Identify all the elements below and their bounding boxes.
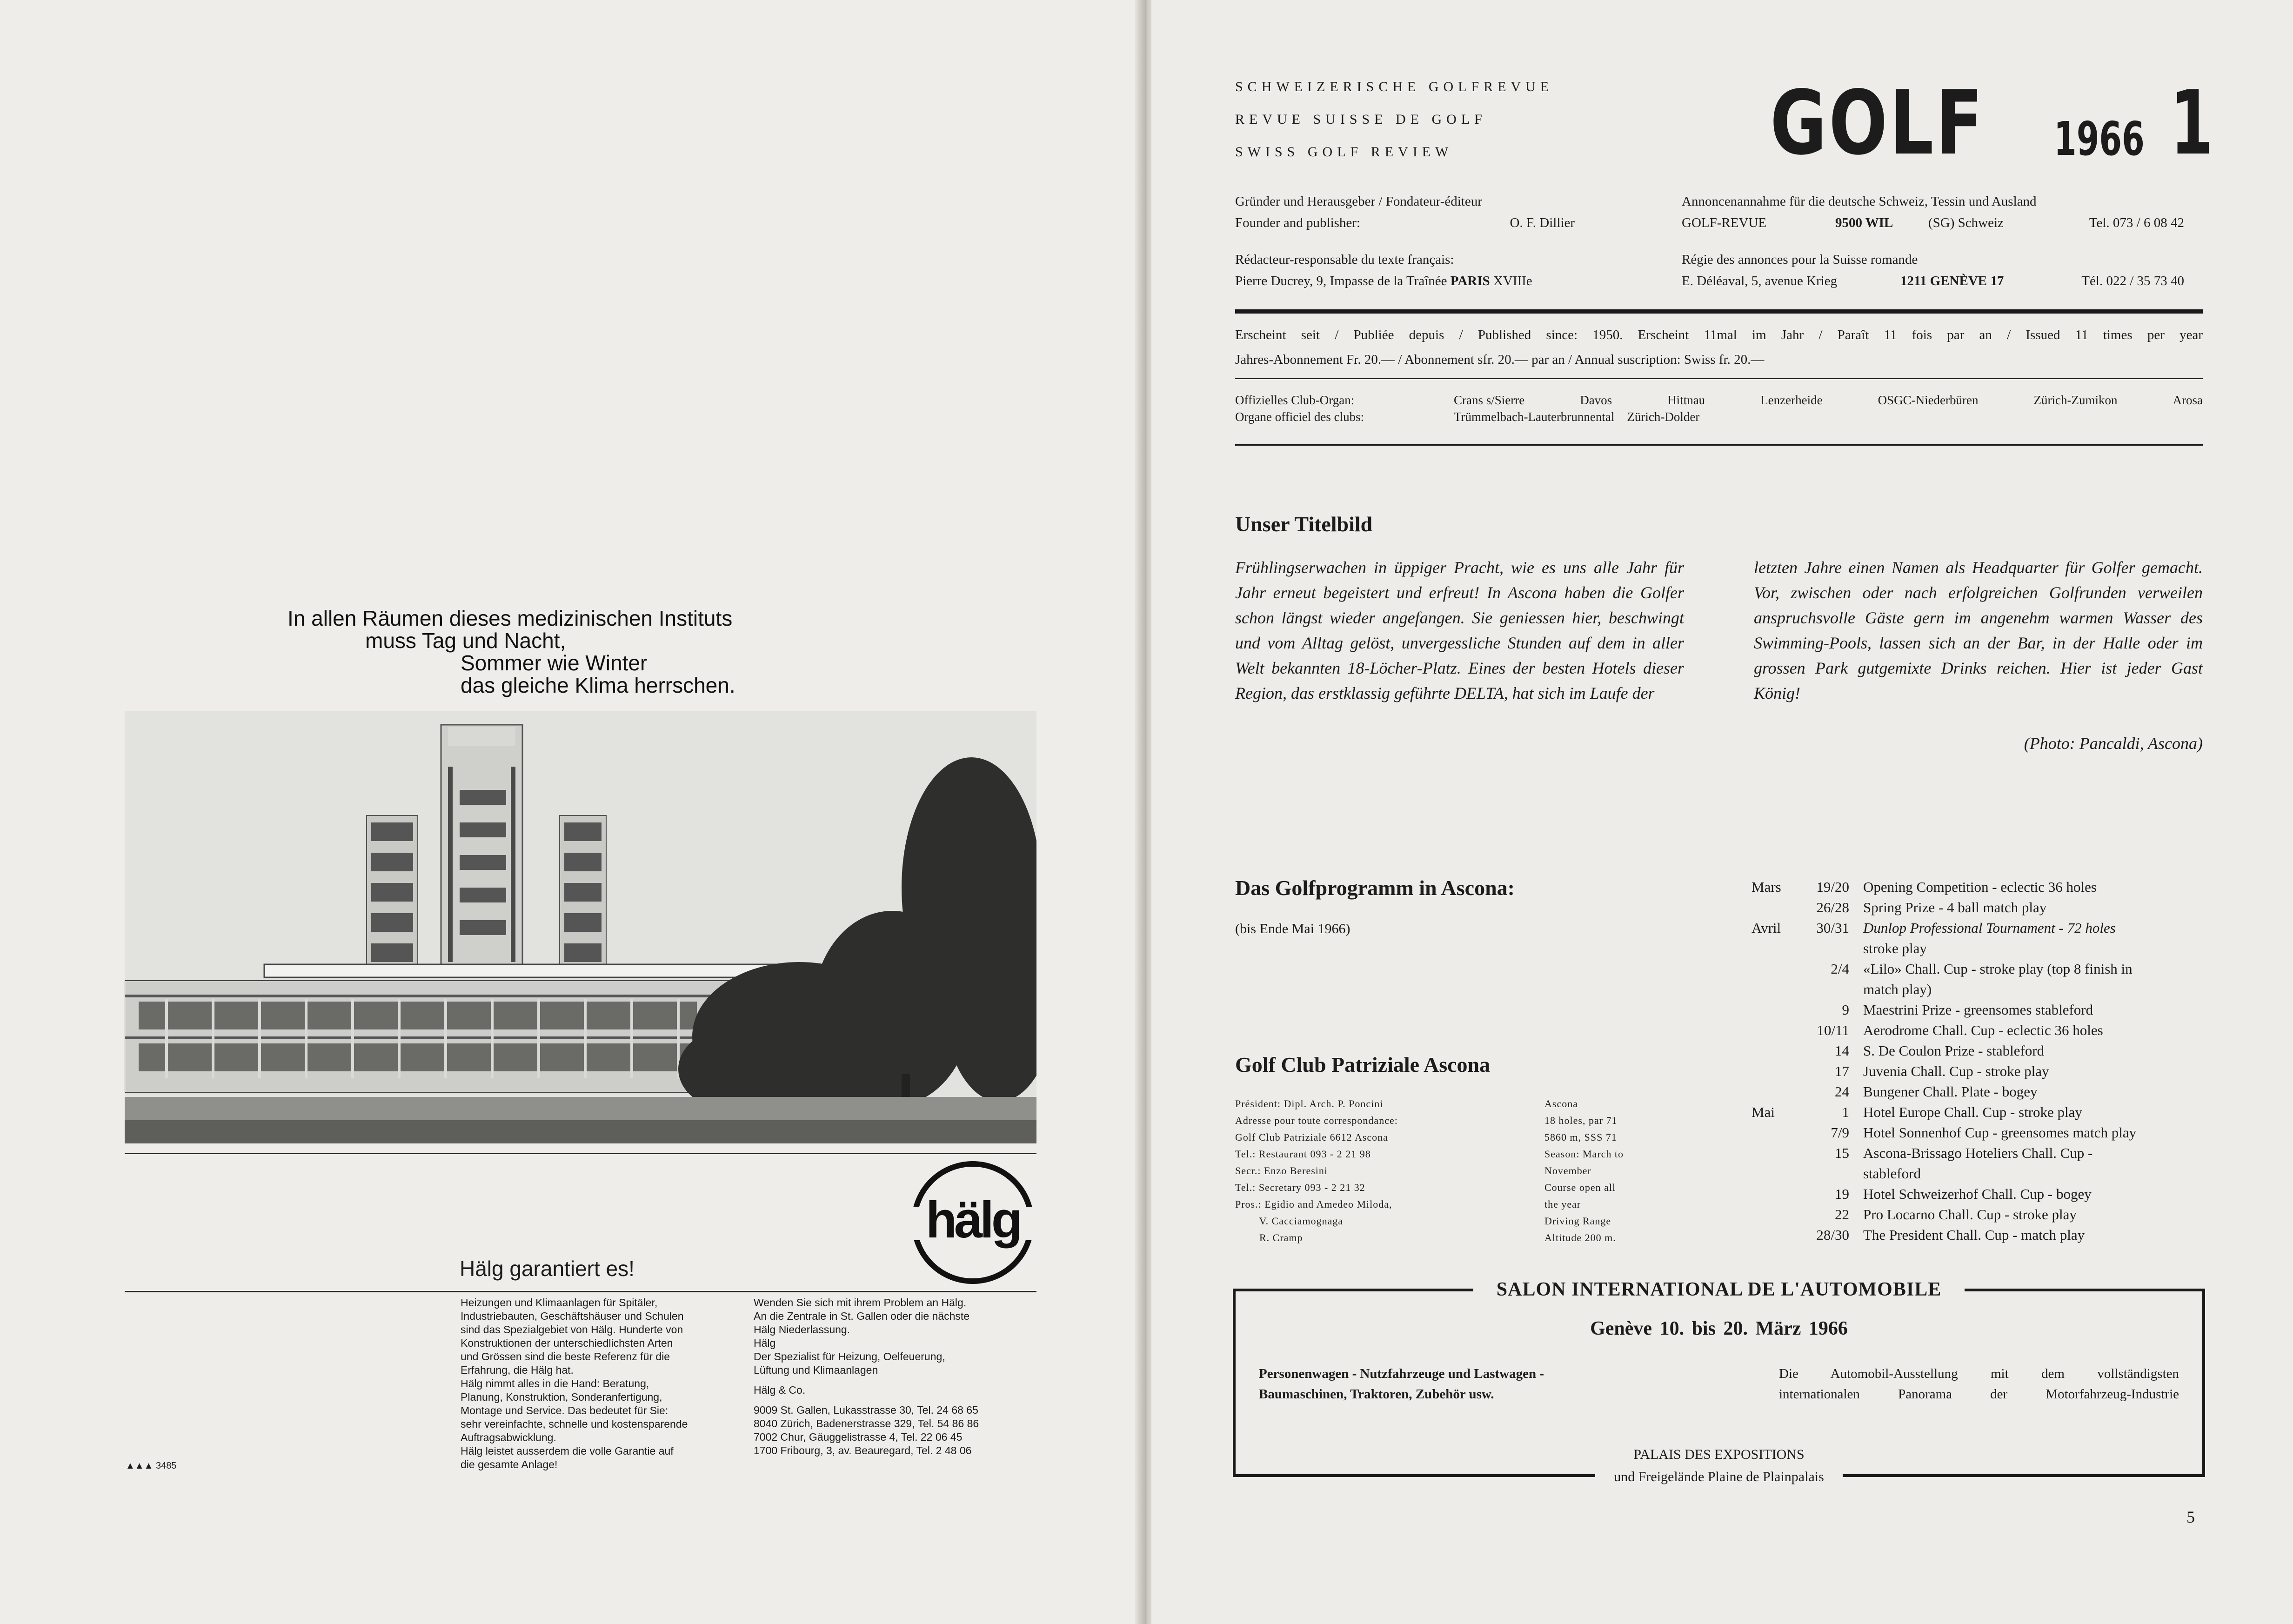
club-fact-line: November: [1544, 1165, 1591, 1176]
ad-body-column-2: [754, 1296, 1042, 1457]
golf-logo: [1770, 72, 2213, 174]
program-date: 24: [1835, 1083, 1849, 1100]
halg-logo-icon: [909, 1159, 1036, 1286]
program-month: [1752, 1225, 1807, 1245]
program-event: Maestrini Prize - greensomes stableford: [1863, 1002, 2093, 1018]
program-event: stroke play: [1863, 940, 1927, 956]
program-date: [1807, 1163, 1849, 1184]
program-date: 2/4: [1831, 961, 1849, 977]
club-contact-line: Adresse pour toute correspondance:: [1235, 1115, 1398, 1126]
salon-title-wrap: [1236, 1278, 2202, 1301]
salon-venue-line-2: und Freigelände Plaine de Plainpalais: [1614, 1469, 1824, 1484]
editor-label: Rédacteur-responsable du texte français:: [1235, 252, 1454, 267]
golf-logo-word: GOLF: [1770, 72, 1985, 174]
program-event: match play): [1863, 981, 1932, 997]
founder-block: [1235, 191, 1575, 234]
program-date: 19/20: [1816, 879, 1849, 895]
club-item: Lenzerheide: [1760, 393, 1823, 407]
club-contact-line: Tel.: Secretary 093 - 2 21 32: [1235, 1182, 1365, 1193]
club-contact-line: Pros.: Egidio and Amedeo Miloda,: [1235, 1198, 1392, 1210]
program-row: [1752, 1020, 2217, 1041]
club-heading: Golf Club Patriziale Ascona: [1235, 1053, 1491, 1076]
ad-code: ▲▲▲ 3485: [126, 1461, 177, 1471]
clubs-block: [1235, 392, 2203, 425]
right-page-editorial: [1151, 0, 2293, 1624]
ad-body-line: Industriebauten, Geschäftshäuser und Schulen: [461, 1310, 684, 1322]
ad-address-line: 7002 Chur, Gäuggelistrasse 4, Tel. 22 06 45: [754, 1431, 963, 1443]
photo-credit: (Photo: Pancaldi, Ascona): [2024, 734, 2203, 753]
ad-address-line: 1700 Fribourg, 3, av. Beauregard, Tel. 2 48 06: [754, 1444, 972, 1457]
salon-right-line: Die Automobil-Ausstellung mit dem vollständigsten: [1779, 1366, 2179, 1381]
club-fact-line: 5860 m, SSS 71: [1544, 1131, 1617, 1143]
editor-address: Pierre Ducrey, 9, Impasse de la Traînée: [1235, 274, 1447, 288]
ad-headline-line-2: muss Tag und Nacht,: [365, 628, 566, 653]
program-event: Hotel Schweizerhof Chall. Cup - bogey: [1863, 1186, 2092, 1202]
program-row: [1752, 1143, 2217, 1163]
program-month: [1752, 1163, 1807, 1184]
ad-body-line: Konstruktionen der unterschiedlichsten Arten: [461, 1337, 673, 1349]
program-month: Mai: [1752, 1104, 1775, 1120]
salon-right-text: [1779, 1363, 2179, 1404]
ads-de-line: Annoncenannahme für die deutsche Schweiz, Tessin und Ausland: [1682, 194, 2037, 209]
salon-venue: [1595, 1444, 1843, 1488]
ads-de-block: [1682, 191, 2184, 234]
program-row: [1752, 959, 2217, 979]
club-contact-line: Président: Dipl. Arch. P. Poncini: [1235, 1098, 1384, 1109]
program-month: [1752, 1020, 1807, 1041]
ads-fr-city: 1211 GENÈVE 17: [1900, 274, 2004, 288]
ad-body-line: Montage und Service. Das bedeutet für Sie:: [461, 1404, 669, 1417]
masthead-title-en: SWISS GOLF REVIEW: [1235, 144, 1453, 160]
founder-name: O. F. Dillier: [1510, 215, 1575, 230]
program-event: Bungener Chall. Plate - bogey: [1863, 1083, 2038, 1100]
masthead-rule-2: [1235, 378, 2203, 379]
program-month: [1752, 1184, 1807, 1204]
clubs-label-2: Organe officiel des clubs:: [1235, 410, 1364, 424]
salon-box: [1233, 1279, 2205, 1484]
program-date: 26/28: [1816, 899, 1849, 916]
ad-body-line: Hälg: [754, 1337, 776, 1349]
building-photograph: [125, 711, 1036, 1143]
ad-address-line: 9009 St. Gallen, Lukasstrasse 30, Tel. 24 68 65: [754, 1404, 978, 1416]
club-fact-line: Season: March to: [1544, 1148, 1624, 1160]
program-row: [1752, 1102, 2217, 1123]
ad-body-line: Der Spezialist für Heizung, Oelfeuerung,: [754, 1350, 945, 1363]
masthead-title-de: SCHWEIZERISCHE GOLFREVUE: [1235, 79, 1554, 94]
ad-body-line: Planung, Konstruktion, Sonderanfertigung,: [461, 1391, 662, 1403]
subscription-line: Jahres-Abonnement Fr. 20.— / Abonnement sfr. 20.— par an / Annual suscription: Swiss fr. 20.—: [1235, 352, 1765, 367]
club-item: Davos: [1580, 393, 1612, 407]
program-month: [1752, 1041, 1807, 1061]
program-row: [1752, 1225, 2217, 1245]
club-item: Crans s/Sierre: [1454, 393, 1525, 407]
program-event: Aerodrome Chall. Cup - eclectic 36 holes: [1863, 1022, 2103, 1038]
program-month: Mars: [1752, 879, 1781, 895]
program-row: [1752, 1204, 2217, 1225]
club-contact-line: Golf Club Patriziale 6612 Ascona: [1235, 1131, 1388, 1143]
program-event: stableford: [1863, 1165, 1921, 1182]
editor-arrondissement: XVIIIe: [1493, 274, 1532, 288]
program-event: Hotel Sonnenhof Cup - greensomes match play: [1863, 1124, 2137, 1141]
ads-de-region: (SG) Schweiz: [1928, 215, 2004, 230]
program-table: [1752, 877, 2217, 1245]
ad-headline-line-4: das gleiche Klima herrschen.: [461, 673, 735, 697]
program-row: [1752, 1061, 2217, 1082]
club-fact-line: Course open all: [1544, 1182, 1616, 1193]
program-date: 15: [1835, 1145, 1849, 1161]
ad-body-line: Wenden Sie sich mit ihrem Problem an Hälg.: [754, 1297, 967, 1309]
ad-body-line: sind das Spezialgebiet von Hälg. Hunderte von: [461, 1323, 683, 1336]
program-date: 19: [1835, 1186, 1849, 1202]
salon-left-line: Baumaschinen, Traktoren, Zubehör usw.: [1259, 1387, 1494, 1402]
editor-city: PARIS: [1450, 274, 1490, 288]
ad-body-line: die gesamte Anlage!: [461, 1458, 558, 1470]
program-month: [1752, 979, 1807, 1000]
clubs-label-1: Offizielles Club-Organ:: [1235, 393, 1355, 407]
ad-body-line: Hälg leistet ausserdem die volle Garantie auf: [461, 1445, 674, 1457]
club-fact-line: 18 holes, par 71: [1544, 1115, 1618, 1126]
ad-body-line: Erfahrung, die Hälg hat.: [461, 1364, 574, 1376]
salon-left-text: [1259, 1363, 1544, 1404]
program-event: «Lilo» Chall. Cup - stroke play (top 8 finish in: [1863, 961, 2133, 977]
program-date: 10/11: [1817, 1022, 1849, 1038]
program-month: [1752, 1061, 1807, 1082]
masthead-thick-rule: [1235, 309, 2203, 314]
ad-body-line: Lüftung und Klimaanlagen: [754, 1364, 878, 1376]
ads-fr-address: E. Déléaval, 5, avenue Krieg: [1682, 274, 1838, 288]
club-facts: [1544, 1096, 1656, 1246]
program-subheading: (bis Ende Mai 1966): [1235, 921, 1350, 936]
program-row: [1752, 1082, 2217, 1102]
ad-body-line: Hälg nimmt alles in die Hand: Beratung,: [461, 1377, 649, 1390]
club-contact-line: V. Cacciamognaga: [1235, 1215, 1344, 1227]
program-month: [1752, 1204, 1807, 1225]
program-row: [1752, 1041, 2217, 1061]
salon-venue-line-1: PALAIS DES EXPOSITIONS: [1633, 1447, 1805, 1462]
club-contact-line: Tel.: Restaurant 093 - 2 21 98: [1235, 1148, 1371, 1160]
ad-body-line: und Grössen sind die beste Referenz für die: [461, 1350, 670, 1363]
masthead-rule-3: [1235, 444, 2203, 446]
halg-logo-wordmark: hälg: [925, 1191, 1020, 1249]
program-date: 1: [1842, 1104, 1849, 1120]
editor-block: [1235, 249, 1672, 292]
program-date: 14: [1835, 1043, 1849, 1059]
program-date: 28/30: [1816, 1227, 1849, 1243]
program-event: Dunlop Professional Tournament - 72 holes: [1863, 920, 2116, 936]
program-heading: Das Golfprogramm in Ascona:: [1235, 876, 1515, 900]
ads-de-tel: Tel. 073 / 6 08 42: [2089, 215, 2184, 230]
program-row: [1752, 918, 2217, 938]
golf-logo-issue: 1: [2170, 72, 2213, 174]
program-event: Juvenia Chall. Cup - stroke play: [1863, 1063, 2049, 1079]
salon-right-line: internationalen Panorama der Motorfahrzeug-Industrie: [1779, 1387, 2179, 1402]
building-photo-illustration: [125, 711, 1036, 1143]
program-row: [1752, 938, 2217, 959]
program-date: 17: [1835, 1063, 1849, 1079]
ad-company-name: Hälg & Co.: [754, 1384, 806, 1396]
ad-body-line: An die Zentrale in St. Gallen oder die nächste: [754, 1310, 970, 1322]
program-month: [1752, 1082, 1807, 1102]
salon-title: SALON INTERNATIONAL DE L'AUTOMOBILE: [1473, 1279, 1965, 1300]
founder-label-2: Founder and publisher:: [1235, 215, 1361, 230]
program-row: [1752, 1000, 2217, 1020]
program-row: [1752, 979, 2217, 1000]
ads-de-name: GOLF-REVUE: [1682, 215, 1767, 230]
program-month: [1752, 938, 1807, 959]
club-contacts: [1235, 1096, 1514, 1246]
ad-tagline: Hälg garantiert es!: [460, 1256, 635, 1281]
ad-body-line: Auftragsabwicklung.: [461, 1431, 556, 1444]
program-date: 22: [1835, 1206, 1849, 1223]
program-row: [1752, 1184, 2217, 1204]
program-month: [1752, 959, 1807, 979]
program-month: [1752, 1143, 1807, 1163]
ad-body-line: Heizungen und Klimaanlagen für Spitäler,: [461, 1297, 658, 1309]
program-month: [1752, 1000, 1807, 1020]
club-item: Hittnau: [1667, 393, 1705, 407]
left-page-advertisement: [0, 0, 1142, 1624]
titelbild-column-2: letzten Jahre einen Namen als Headquarter für Golfer gemacht. Vor, zwischen oder nach erfolgreichen Golfrunden verweilen anspruchsvolle Gäste gern im angenehm warmen Wasser des Swimming-Pools, lassen sich an der Bar, in der Halle oder im grossen Park gutgemixte Drinks reichen. Hier ist jeder Gast König!: [1754, 558, 2203, 702]
titelbild-column-1: Frühlingserwachen in üppiger Pracht, wie es uns alle Jahr für Jahr erneut begeistert und erfreut! In Ascona haben die Golfer schon längst wieder angefangen. Sie geniessen hier, beschwingt und vom Alltag gelöst, unvergessliche Stunden auf dem in aller Welt bekannten 18-Löcher-Platz. Eines der besten Hotels dieser Region, das erstklassig geführte DELTA, hat sich im Laufe der: [1235, 558, 1684, 702]
clubs-line-2: Trümmelbach-Lauterbrunnental Zürich-Dolder: [1454, 410, 1700, 424]
golf-logo-year: 1966: [2054, 112, 2145, 166]
program-month: Avril: [1752, 920, 1781, 936]
club-item: OSGC-Niederbüren: [1878, 393, 1979, 407]
ad-headline-line-3: Sommer wie Winter: [461, 651, 648, 675]
club-contact-line: R. Cramp: [1235, 1232, 1303, 1243]
club-item: Arosa: [2173, 393, 2203, 407]
program-event: The President Chall. Cup - match play: [1863, 1227, 2085, 1243]
club-fact-line: the year: [1544, 1198, 1581, 1210]
salon-left-line: Personenwagen - Nutzfahrzeuge und Lastwagen -: [1259, 1366, 1544, 1381]
masthead-title-fr: REVUE SUISSE DE GOLF: [1235, 112, 1487, 127]
club-fact-line: Altitude 200 m.: [1544, 1232, 1616, 1243]
ads-fr-block: [1682, 249, 2184, 292]
program-row: [1752, 897, 2217, 918]
ads-fr-line: Régie des annonces pour la Suisse romande: [1682, 252, 1918, 267]
founder-label-1: Gründer und Herausgeber / Fondateur-éditeur: [1235, 194, 1482, 209]
program-event: Hotel Europe Chall. Cup - stroke play: [1863, 1104, 2082, 1120]
titelbild-heading: Unser Titelbild: [1235, 512, 1373, 536]
club-fact-line: Ascona: [1544, 1098, 1578, 1109]
program-event: Spring Prize - 4 ball match play: [1863, 899, 2047, 916]
club-item: Zürich-Zumikon: [2033, 393, 2118, 407]
salon-dates: Genève 10. bis 20. März 1966: [1590, 1318, 1848, 1339]
program-row: [1752, 1163, 2217, 1184]
program-row: [1752, 877, 2217, 897]
program-month: [1752, 897, 1807, 918]
program-row: [1752, 1123, 2217, 1143]
program-date: 30/31: [1816, 920, 1849, 936]
program-month: [1752, 1123, 1807, 1143]
program-date: [1807, 938, 1849, 959]
program-date: 7/9: [1831, 1124, 1849, 1141]
ad-body-column-1: [461, 1296, 749, 1471]
clubs-list: [1454, 392, 2203, 408]
ad-address-line: 8040 Zürich, Badenerstrasse 329, Tel. 54 86 86: [754, 1417, 979, 1430]
ads-fr-tel: Tél. 022 / 35 73 40: [2081, 274, 2184, 288]
program-event: Ascona-Brissago Hoteliers Chall. Cup -: [1863, 1145, 2093, 1161]
club-contact-line: Secr.: Enzo Beresini: [1235, 1165, 1328, 1176]
ad-headline-line-1: In allen Räumen dieses medizinischen Instituts: [287, 606, 733, 630]
ads-de-city: 9500 WIL: [1835, 215, 1893, 230]
program-event: Opening Competition - eclectic 36 holes: [1863, 879, 2097, 895]
program-event: S. De Coulon Prize - stableford: [1863, 1043, 2045, 1059]
ad-divider-bottom: [125, 1291, 1036, 1292]
program-date: 9: [1842, 1002, 1849, 1018]
halg-logo: [909, 1159, 1036, 1286]
program-event: Pro Locarno Chall. Cup - stroke play: [1863, 1206, 2077, 1223]
ad-body-line: sehr vereinfachte, schnelle und kostensparende: [461, 1418, 688, 1430]
published-line: Erscheint seit / Publiée depuis / Published since: 1950. Erscheint 11mal im Jahr / Paraît 11 fois par an / Issued 11 times per year: [1235, 327, 2203, 342]
program-date: [1807, 979, 1849, 1000]
ad-divider-top: [125, 1153, 1036, 1154]
page-number: 5: [2186, 1508, 2195, 1526]
club-fact-line: Driving Range: [1544, 1215, 1611, 1227]
ad-body-line: Hälg Niederlassung.: [754, 1323, 850, 1336]
salon-venue-wrap: [1236, 1444, 2202, 1488]
